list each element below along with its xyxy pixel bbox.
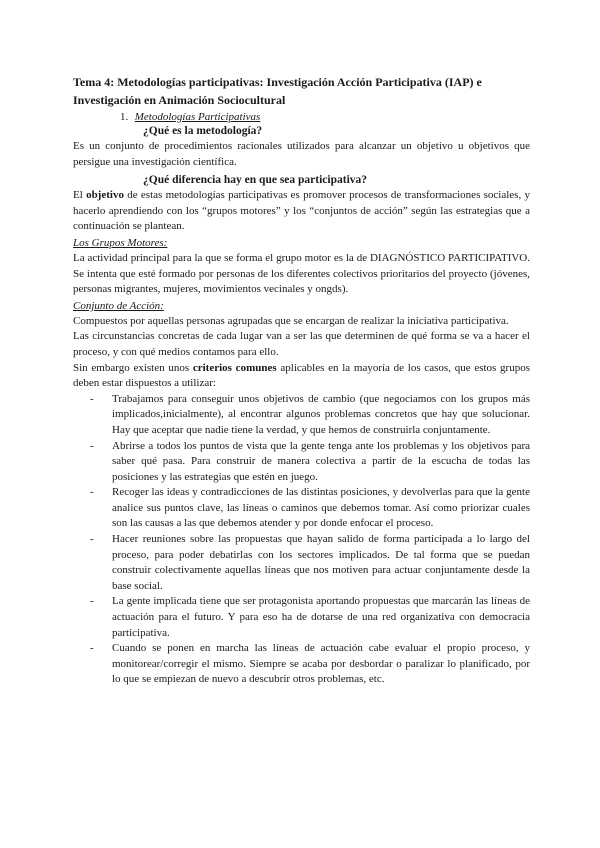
paragraph-metodologia: Es un conjunto de procedimientos racionales utilizados para alcanzar un objetivo u objetivos que persigue una investigación científica.: [73, 140, 530, 168]
section-title: Metodologías Participativas: [134, 111, 261, 123]
paragraph-objetivo-post: de estas metodologías participativas es promover procesos de transformaciones sociales, y hacerlo aprendiendo con los “grupos motores” y los “conjuntos de acción” según las estrategias que a continuación se plantean.: [73, 189, 530, 233]
list-item: - Hacer reuniones sobre las propuestas que hayan salido de forma participada a lo largo del proceso, para poder debatirlas con los sectores implicados. De tal forma que se puedan construir colectivamente aquellas líneas que nos motiven para actuar conjuntamente desde la base social.: [112, 532, 530, 594]
section-number: 1.: [120, 111, 129, 123]
paragraph-conjunto-2: Las circunstancias concretas de cada lugar van a ser las que determinen de qué forma se va a hacer el proceso, y con qué medios contamos para ello.: [73, 330, 530, 358]
paragraph-objetivo-bold: objetivo: [86, 189, 124, 202]
paragraph-conjunto-3-post: aplicables en la mayoría de los casos, que estos grupos deben estar dispuestos a utilizar:: [73, 361, 530, 390]
paragraph-grupos-motores: La actividad principal para la que se forma el grupo motor es la de DIAGNÓSTICO PARTICIPATIVO. Se intenta que esté formado por personas de los diferentes colectivos prioritarios del proyecto (jóvenes, personas migrantes, mujeres, movimientos vecinales y ongds).: [73, 251, 530, 296]
document-title: [73, 73, 530, 109]
list-item: - La gente implicada tiene que ser protagonista aportando propuestas que marcarán las líneas de actuación para el futuro. Y para eso ha de dotarse de una red organizativa con democracia participativa.: [112, 594, 530, 641]
document-title-line-1: Tema 4: Metodologías participativas: Investigación Acción Participativa (IAP) e: [73, 75, 482, 89]
subheading-conjunto-accion: Conjunto de Acción:: [73, 299, 164, 312]
section-heading: [120, 110, 530, 124]
paragraph-conjunto-3: [73, 361, 530, 392]
question-heading-metodologia: ¿Qué es la metodología?: [143, 125, 263, 137]
subheading-grupos-motores: Los Grupos Motores:: [73, 236, 168, 249]
paragraph-conjunto-3-pre: Sin embargo existen unos: [73, 361, 193, 374]
criteria-list: [73, 392, 530, 688]
list-item: - Recoger las ideas y contradicciones de las distintas posiciones, y devolverlas para que la gente analice sus puntos clave, las líneas o caminos que debemos tomar. Así como priorizar cuales son las causas a las que debemos atender y por donde enfocar el proceso.: [112, 485, 530, 532]
paragraph-objetivo-pre: El: [73, 189, 87, 202]
paragraph-conjunto-3-bold: criterios comunes: [192, 361, 277, 374]
list-item: - Abrirse a todos los puntos de vista que la gente tenga ante los problemas y los objetivos para saber qué pasa. Para construir de manera colectiva a partir de la escucha de todas las posiciones y las estrategias que estén en juego.: [112, 439, 530, 486]
paragraph-objetivo: [73, 188, 530, 235]
question-heading-participativa: ¿Qué diferencia hay en que sea participativa?: [143, 174, 368, 187]
document-title-line-2: Investigación en Animación Sociocultural: [73, 93, 286, 107]
list-item: - Cuando se ponen en marcha las líneas de actuación cabe evaluar el propio proceso, y monitorear/corregir el mismo. Siempre se acaba por desbordar o paralizar lo planificado, por lo que se empiezan de nuevo a descubrir otros problemas, etc.: [112, 641, 530, 688]
paragraph-conjunto-1: Compuestos por aquellas personas agrupadas que se encargan de realizar la iniciativa participativa.: [73, 314, 509, 327]
list-item: - Trabajamos para conseguir unos objetivos de cambio (que negociamos con los grupos más implicados,inicialmente), al encontrar algunos problemas concretos que hay que solucionar. Hay que aceptar que nadie tiene la verdad, y que hemos de construirla conjuntamente.: [112, 392, 530, 439]
